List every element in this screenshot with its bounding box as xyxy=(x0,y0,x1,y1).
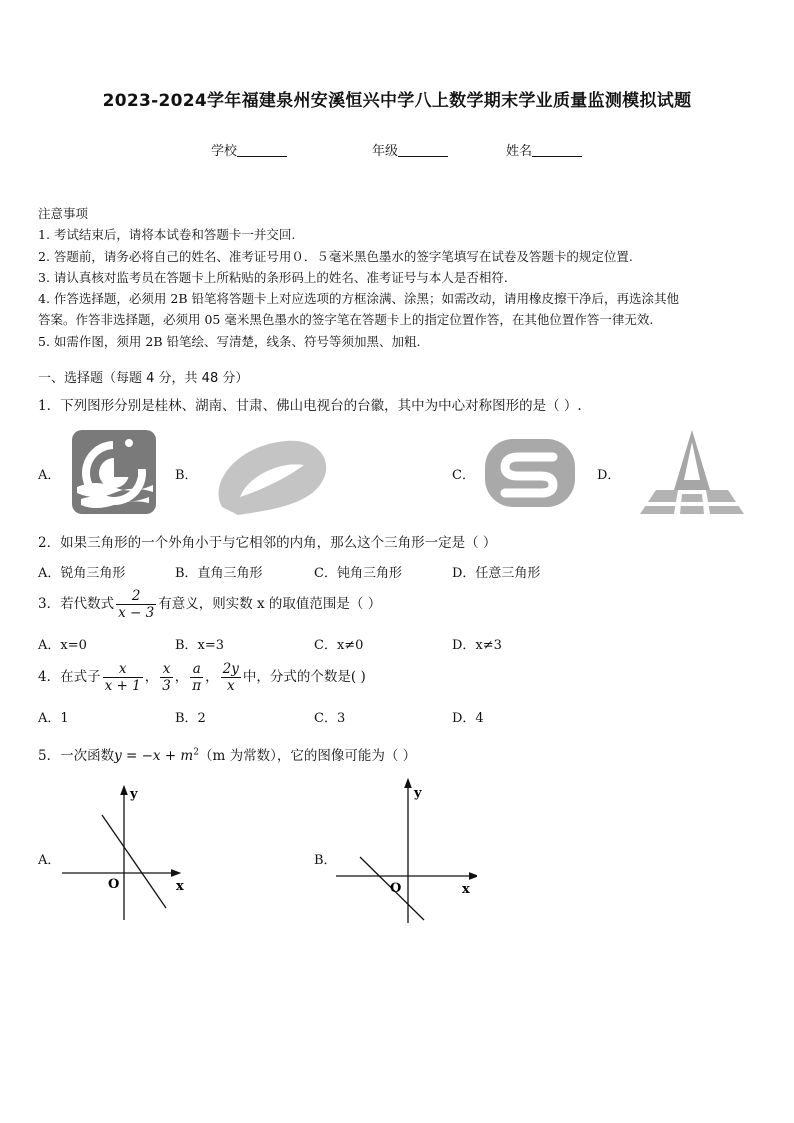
q1-option-b-label: B． xyxy=(175,468,198,483)
q4-option-a: A．1 xyxy=(38,711,69,726)
q4-option-c: C．3 xyxy=(314,711,346,726)
note-item: 4. 作答选择题，必须用 2B 铅笔将答题卡上对应选项的方框涂满、涂黑；如需改动，请用橡皮擦干净后，再选涂其他 xyxy=(38,291,679,307)
q3-fraction xyxy=(116,588,156,621)
q1-option-c-label: C． xyxy=(452,468,475,483)
guilin-tv-logo xyxy=(71,429,157,515)
name-blank[interactable] xyxy=(532,142,582,157)
section-heading: 一、选择题（每题 4 分，共 48 分） xyxy=(38,371,249,386)
q2-option-c: C．钝角三角形 xyxy=(314,566,402,581)
q2-option-a: A．锐角三角形 xyxy=(38,566,126,581)
q3-option-c: C．x≠0 xyxy=(314,638,364,653)
q3-option-d: D．x≠3 xyxy=(452,638,502,653)
q3-post: 有意义，则实数 x 的取值范围是（ ） xyxy=(158,596,382,612)
q4-option-b: B．2 xyxy=(175,711,206,726)
note-item: 3. 请认真核对监考员在答题卡上所粘贴的条形码上的姓名、准考证号与本人是否相符. xyxy=(38,269,508,285)
q4-sep: ， xyxy=(174,669,189,685)
question-4-text xyxy=(38,661,366,694)
graph-b-x-label: x xyxy=(462,882,470,897)
q3-option-a: A．x=0 xyxy=(38,638,87,653)
graph-a-origin: O xyxy=(108,877,120,892)
gansu-tv-logo xyxy=(483,437,577,509)
q1-option-d-label: D． xyxy=(597,468,621,483)
q4-fraction-3 xyxy=(190,661,203,694)
grade-blank[interactable] xyxy=(398,142,448,157)
q3-pre: 3．若代数式 xyxy=(38,596,115,612)
note-item: 5. 如需作图，须用 2B 铅笔绘、写清楚，线条、符号等须加黑、加粗. xyxy=(38,333,421,349)
note-item: 1. 考试结束后，请将本试卷和答题卡一并交回. xyxy=(38,227,296,243)
q2-option-b: B．直角三角形 xyxy=(175,566,263,581)
q4-option-d: D．4 xyxy=(452,711,484,726)
q4-pre: 4．在式子 xyxy=(38,669,101,685)
q4-f1-den: x + 1 xyxy=(104,678,141,694)
graph-b-origin: O xyxy=(390,881,402,896)
page-title: 2023-2024学年福建泉州安溪恒兴中学八上数学期末学业质量监测模拟试题 xyxy=(102,91,692,111)
question-5-text xyxy=(38,744,416,764)
graph-b xyxy=(332,775,477,925)
graph-a-y-label: y xyxy=(130,787,138,802)
q1-option-a-label: A． xyxy=(38,468,61,483)
name-field xyxy=(506,140,582,159)
q4-post: 中，分式的个数是( ) xyxy=(242,669,366,685)
notes-block xyxy=(38,203,679,352)
q4-f2-num: x xyxy=(160,661,173,678)
hunan-tv-logo xyxy=(208,437,332,517)
q5-superscript: 2 xyxy=(193,747,199,758)
q4-f2-den: 3 xyxy=(162,678,171,694)
name-label: 姓名 xyxy=(506,144,533,159)
q2-option-d: D．任意三角形 xyxy=(452,566,541,581)
question-2-text: 2．如果三角形的一个外角小于与它相邻的内角，那么这个三角形一定是（ ） xyxy=(38,535,497,551)
q4-f4-den: x xyxy=(226,678,235,694)
school-label: 学校 xyxy=(211,144,238,159)
q4-sep: ， xyxy=(205,669,219,685)
q4-fraction-2 xyxy=(160,661,173,694)
graph-a xyxy=(58,780,198,925)
q5-option-b-label: B． xyxy=(314,853,337,868)
grade-field xyxy=(372,140,448,159)
foshan-tv-logo xyxy=(634,428,750,516)
q4-f3-num: a xyxy=(190,661,203,678)
q3-option-b: B．x=3 xyxy=(175,638,225,653)
q3-denominator: x − 3 xyxy=(118,605,155,621)
q5-pre: 5．一次函数 xyxy=(38,748,115,764)
q3-numerator: 2 xyxy=(116,588,156,605)
q4-fraction-1 xyxy=(103,661,143,694)
question-1-text: 1．下列图形分别是桂林、湖南、甘肃、佛山电视台的台徽，其中为中心对称图形的是（ ）. xyxy=(38,398,582,414)
q4-f1-num: x xyxy=(103,661,143,678)
graph-b-y-label: y xyxy=(414,786,422,801)
notes-heading: 注意事项 xyxy=(38,206,89,221)
q4-sep: ， xyxy=(144,669,159,685)
school-blank[interactable] xyxy=(237,142,287,157)
note-item: 2. 答题前，请务必将自己的姓名、准考证号用０．５毫米黑色墨水的签字笔填写在试卷及答题卡的规定位置. xyxy=(38,248,633,264)
graph-a-x-label: x xyxy=(176,879,184,894)
q5-post: （m 为常数），它的图像可能为（ ） xyxy=(198,748,417,764)
q5-formula: y = −x + m xyxy=(114,748,194,764)
q4-f4-num: 2y xyxy=(222,661,239,677)
question-3-text xyxy=(38,588,381,621)
note-item: 答案。作答非选择题，必须用 05 毫米黑色墨水的签字笔在答题卡上的指定位置作答，在其他位置作答一律无效. xyxy=(38,312,654,328)
grade-label: 年级 xyxy=(372,144,399,159)
q5-option-a-label: A． xyxy=(38,853,61,868)
school-field xyxy=(211,140,287,159)
q4-fraction-4 xyxy=(221,661,241,694)
q4-f3-den: π xyxy=(192,678,202,694)
